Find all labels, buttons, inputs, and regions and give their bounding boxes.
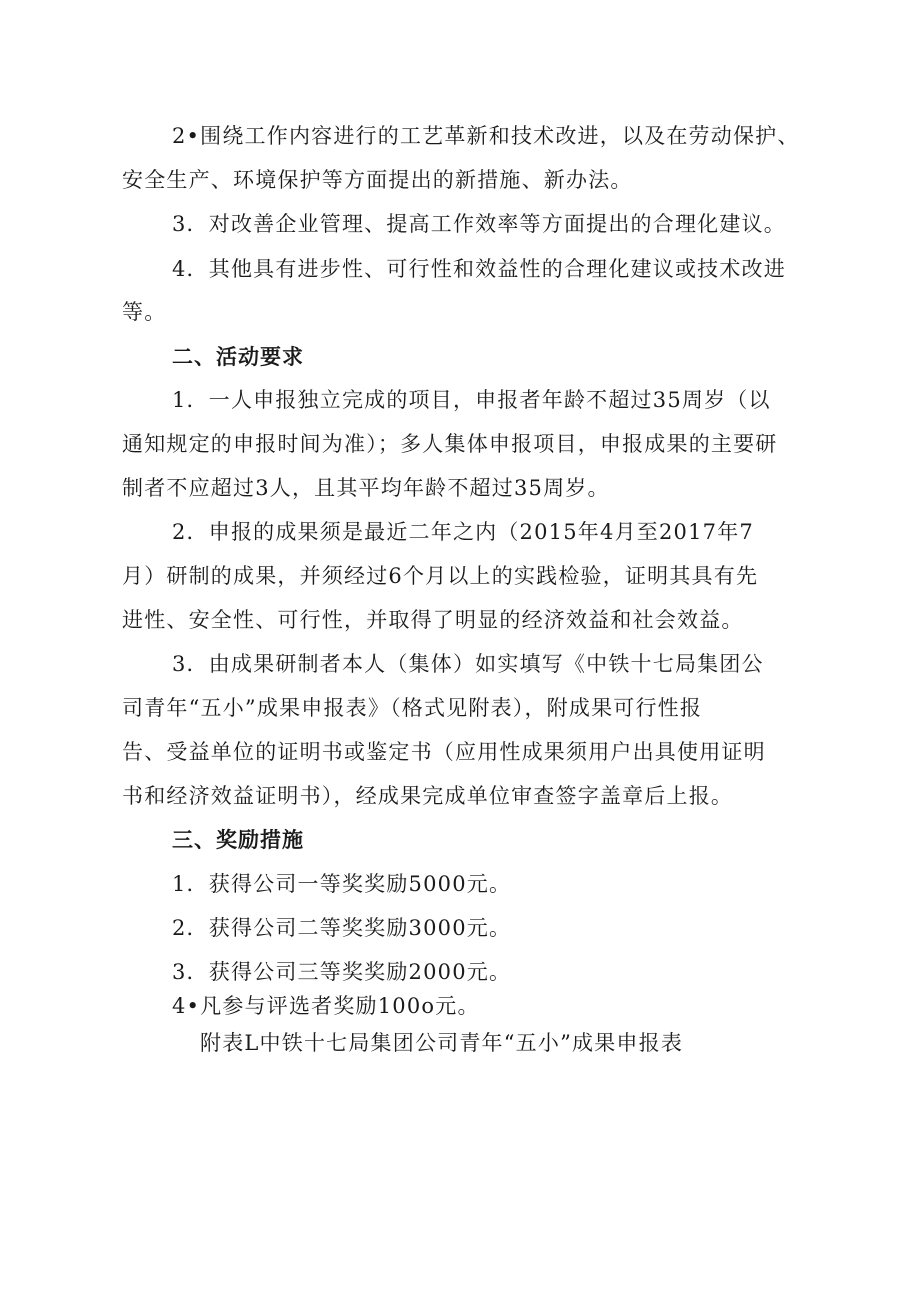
- s2-item1-line2: 通知规定的申报时间为准）；多人集体申报项目，申报成果的主要研: [122, 432, 778, 456]
- section3-heading: 三、奖励措施: [172, 828, 304, 852]
- s2-item1-line3: 制者不应超过3人，且其平均年龄不超过35周岁。: [122, 476, 610, 500]
- s3-item2: 2．获得公司二等奖奖励3000元。: [172, 916, 512, 940]
- s3-item1: 1．获得公司一等奖奖励5000元。: [172, 872, 512, 896]
- s2-item3-line1: 3．由成果研制者本人（集体）如实填写《中铁十七局集团公: [172, 652, 764, 676]
- s2-item1-line1: 1．一人申报独立完成的项目，申报者年龄不超过35周岁（以: [172, 388, 771, 412]
- s1-item2-line2: 安全生产、环境保护等方面提出的新措施、新办法。: [122, 168, 633, 192]
- s2-item2-line3: 进性、安全性、可行性，并取得了明显的经济效益和社会效益。: [122, 608, 744, 632]
- section2-heading: 二、活动要求: [172, 345, 304, 369]
- s2-item2-line2: 月）研制的成果，并须经过6个月以上的实践检验，证明其具有先: [122, 564, 759, 588]
- s2-item3-line2: 司青年“五小”成果申报表》（格式见附表），附成果可行性报: [122, 696, 703, 720]
- s1-item4-line1: 4．其他具有进步性、可行性和效益性的合理化建议或技术改进: [172, 257, 786, 281]
- s3-item3: 3．获得公司三等奖奖励2000元。: [172, 960, 512, 984]
- s3-item4: 4•凡参与评选者奖励100o元。: [172, 994, 480, 1018]
- s2-item3-line4: 书和经济效益证明书），经成果完成单位审查签字盖章后上报。: [122, 784, 734, 808]
- s2-item2-line1: 2．申报的成果须是最近二年之内（2015年4月至2017年7: [172, 520, 754, 544]
- s2-item3-line3: 告、受益单位的证明书或鉴定书（应用性成果须用户出具使用证明: [122, 740, 766, 764]
- s1-item3-line1: 3．对改善企业管理、提高工作效率等方面提出的合理化建议。: [172, 212, 786, 236]
- s1-item2-line1: 2•围绕工作内容进行的工艺革新和技术改进，以及在劳动保护、: [172, 124, 800, 148]
- s1-item4-line2: 等。: [122, 300, 167, 324]
- attachment-note: 附表L中铁十七局集团公司青年“五小”成果申报表: [200, 1031, 684, 1055]
